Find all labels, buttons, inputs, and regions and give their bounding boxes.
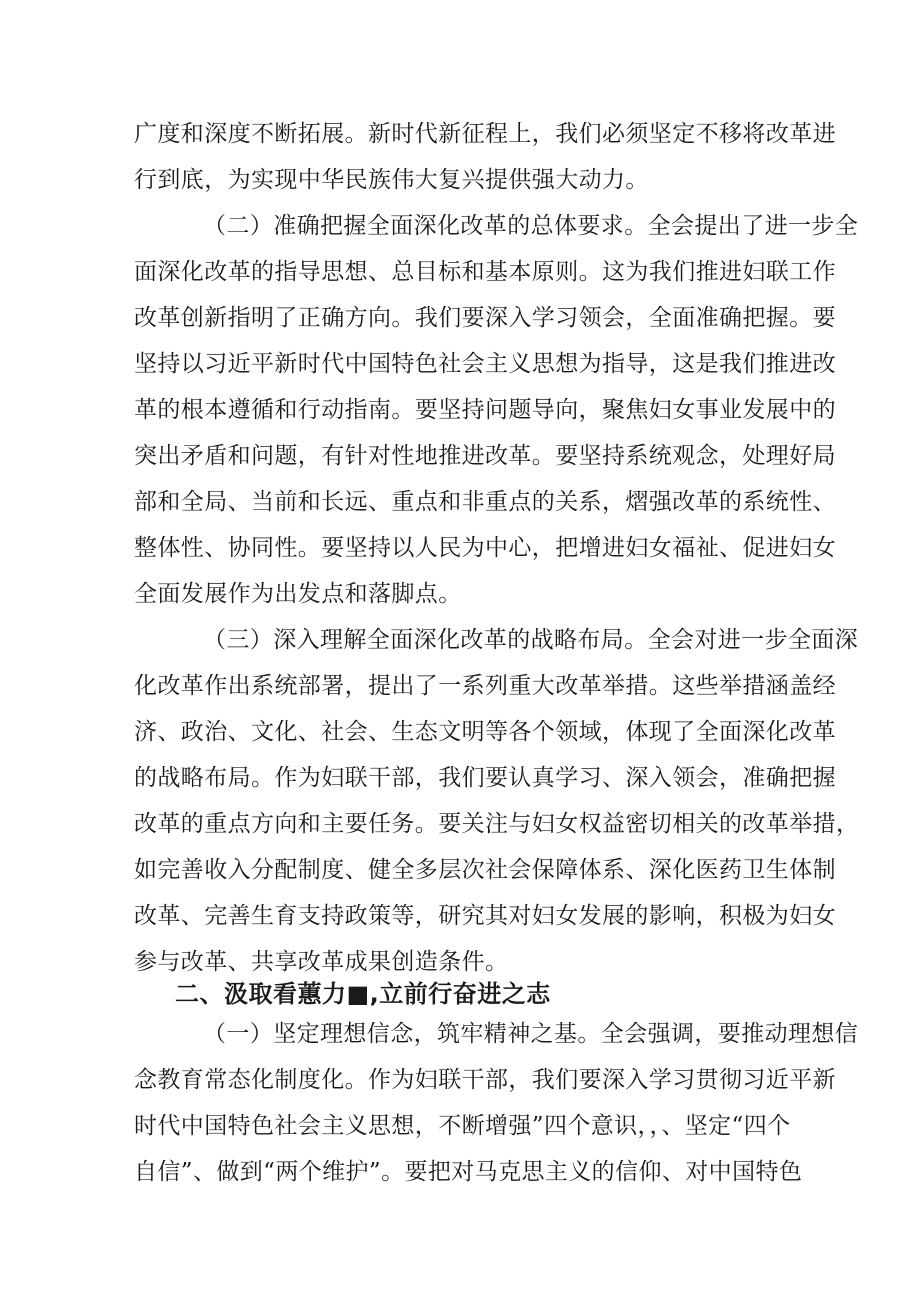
- paragraph-line: 参与改革、共享改革成果创造条件。: [134, 949, 509, 975]
- paragraph-line: 化改革作出系统部署，提出了一系列重大改革举措。这些举措涵盖经: [134, 673, 836, 699]
- paragraph-line: 整体性、协同性。要坚持以人民为中心，把增进妇女福祉、促进妇女: [134, 535, 836, 561]
- paragraph-line: 坚持以习近平新时代中国特色社会主义思想为指导，这是我们推进改: [134, 351, 836, 377]
- paragraph-line: 济、政治、文化、社会、生态文明等各个领域，体现了全面深化改革: [134, 719, 836, 745]
- paragraph-line: 念教育常态化制度化。作为妇联干部，我们要深入学习贯彻习近平新: [134, 1067, 836, 1093]
- paragraph-line: 行到底，为实现中华民族伟大复兴提供强大动力。: [134, 167, 649, 193]
- paragraph-line: 自信”、做到“两个维护”。要把对马克思主义的信仰、对中国特色: [134, 1159, 803, 1185]
- paragraph-line: 改革创新指明了正确方向。我们要深入学习领会，全面准确把握。要: [134, 305, 836, 331]
- paragraph-line: 时代中国特色社会主义思想，不断增强”四个意识，，、坚定“四个: [134, 1113, 791, 1139]
- paragraph-line: 全面发展作为出发点和落脚点。: [134, 581, 462, 607]
- paragraph-line: 面深化改革的指导思想、总目标和基本原则。这为我们推进妇联工作: [134, 259, 836, 285]
- paragraph-line: 革的根本遵循和行动指南。要坚持问题导向，聚焦妇女事业发展中的: [134, 397, 836, 423]
- paragraph-line: （一）坚定理想信念，筑牢精神之基。全会强调，要推动理想信: [203, 1021, 859, 1047]
- paragraph-line: 突出矛盾和问题，有针对性地推进改革。要坚持系统观念，处理好局: [134, 443, 836, 469]
- paragraph-line: 部和全局、当前和长远、重点和非重点的关系，熠强改革的系统性、: [134, 489, 836, 515]
- paragraph-line: 改革、完善生育支持政策等，研究其对妇女发展的影响，积极为妇女: [134, 903, 836, 929]
- paragraph-line: （二）准确把握全面深化改革的总体要求。全会提出了进一步全: [203, 213, 859, 239]
- paragraph-line: 改革的重点方向和主要任务。要关注与妇女权益密切相关的改革举措，: [134, 811, 860, 837]
- section-heading: 二、汲取看蕙力■,立前行奋进之志: [175, 980, 551, 1008]
- paragraph-line: 的战略布局。作为妇联干部，我们要认真学习、深入领会，准确把握: [134, 765, 836, 791]
- paragraph-line: （三）深入理解全面深化改革的战略布局。全会对进一步全面深: [203, 627, 859, 653]
- paragraph-line: 广度和深度不断拓展。新时代新征程上，我们必须坚定不移将改革进: [134, 121, 836, 147]
- paragraph-line: 如完善收入分配制度、健全多层次社会保障体系、深化医药卫生体制: [134, 857, 836, 883]
